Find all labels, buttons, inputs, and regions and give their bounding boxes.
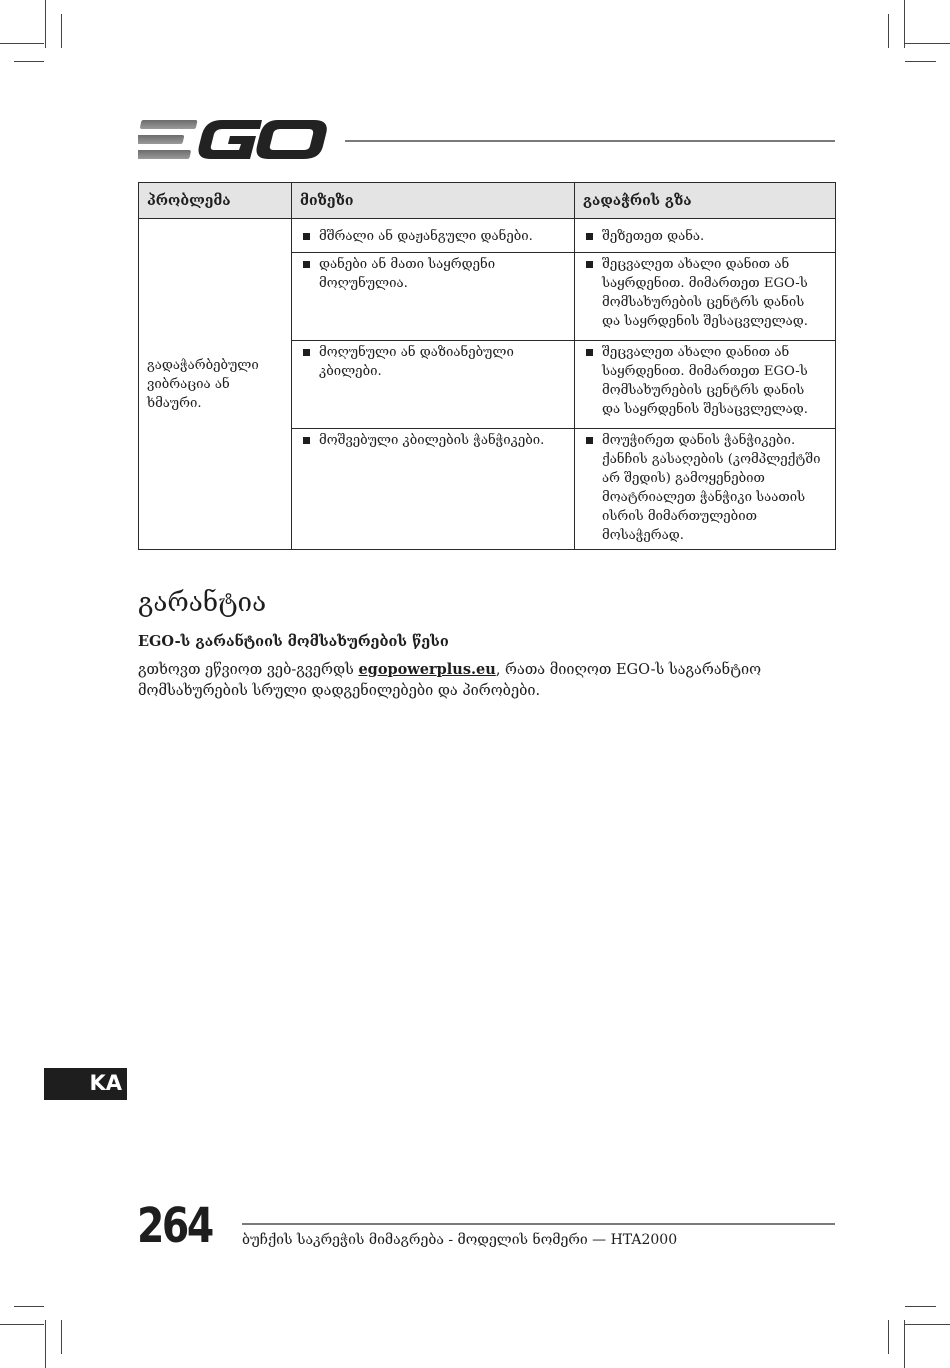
crop-mark [888,1320,889,1354]
language-code: KA [89,1071,122,1095]
solution-cell [575,219,836,253]
solution-item: შეცვალეთ ახალი დანით ან საყრდენით. მიმართეთ EGO-ს მომსახურების ცენტრს დანის და საყრდენის შესაცვლელად. [585,343,825,419]
header-problem: პრობლემა [139,183,292,219]
table-row [139,219,836,253]
crop-mark [45,1320,46,1368]
cause-item: მოშვებული კბილების ჭანჭიკები. [302,431,564,450]
cause-cell [292,429,575,550]
page-number: 264 [137,1198,212,1254]
solution-cell [575,341,836,429]
solution-cell [575,429,836,550]
crop-mark [905,1324,950,1325]
cause-cell [292,341,575,429]
cause-cell [292,253,575,341]
warranty-body [138,659,818,702]
warranty-title: გარანტია [138,588,267,618]
footer-rule [242,1223,835,1225]
cause-item: მოღუნული ან დაზიანებული კბილები. [302,343,564,381]
warranty-body-text: , რათა მიიღოთ EGO-ს საგარანტიო მომსახურების სრული დადგენილებები და პირობები. [138,662,762,699]
crop-mark [14,1306,44,1307]
crop-mark [61,1320,62,1354]
crop-mark [905,1306,936,1307]
solution-cell [575,253,836,341]
warranty-link[interactable]: egopowerplus.eu [358,661,496,678]
solution-item: შეზეთეთ დანა. [585,227,825,246]
crop-mark [61,14,62,48]
cause-item: დანები ან მათი საყრდენი მოღუნულია. [302,255,564,293]
footer-text: ბუჩქის საკრეჭის მიმაგრება - მოდელის ნომერი — HTA2000 [242,1232,678,1248]
ego-logo [138,118,328,162]
header-cause: მიზეზი [292,183,575,219]
crop-mark [0,43,44,44]
crop-mark [905,61,936,62]
crop-mark [14,61,44,62]
crop-mark [904,0,905,48]
problem-cell: გადაჭარბებული ვიბრაცია ან ხმაური. [139,219,292,550]
warranty-subtitle: EGO-ს გარანტიის მომსახურების წესი [138,633,449,650]
solution-item: შეცვალეთ ახალი დანით ან საყრდენით. მიმართეთ EGO-ს მომსახურების ცენტრს დანის და საყრდენის შესაცვლელად. [585,255,825,331]
crop-mark [904,1320,905,1368]
language-tab [44,1068,127,1100]
crop-mark [905,43,950,44]
crop-mark [888,14,889,48]
warranty-body-text: გთხოვთ ეწვიოთ ვებ-გვერდს [138,662,359,678]
cause-item: მშრალი ან დაჟანგული დანები. [302,227,564,246]
troubleshooting-table [138,182,836,550]
crop-mark [0,1324,44,1325]
cause-cell [292,219,575,253]
solution-item: მოუჭირეთ დანის ჭანჭიკები. ქანჩის გასაღების (კომპლექტში არ შედის) გამოყენებით მოატრიალეთ ჭანჭიკი საათის ისრის მიმართულებით მოსაჭერად. [585,431,825,545]
crop-mark [45,0,46,48]
header-solution: გადაჭრის გზა [575,183,836,219]
table-header-row [139,183,836,219]
header-rule [345,140,835,142]
